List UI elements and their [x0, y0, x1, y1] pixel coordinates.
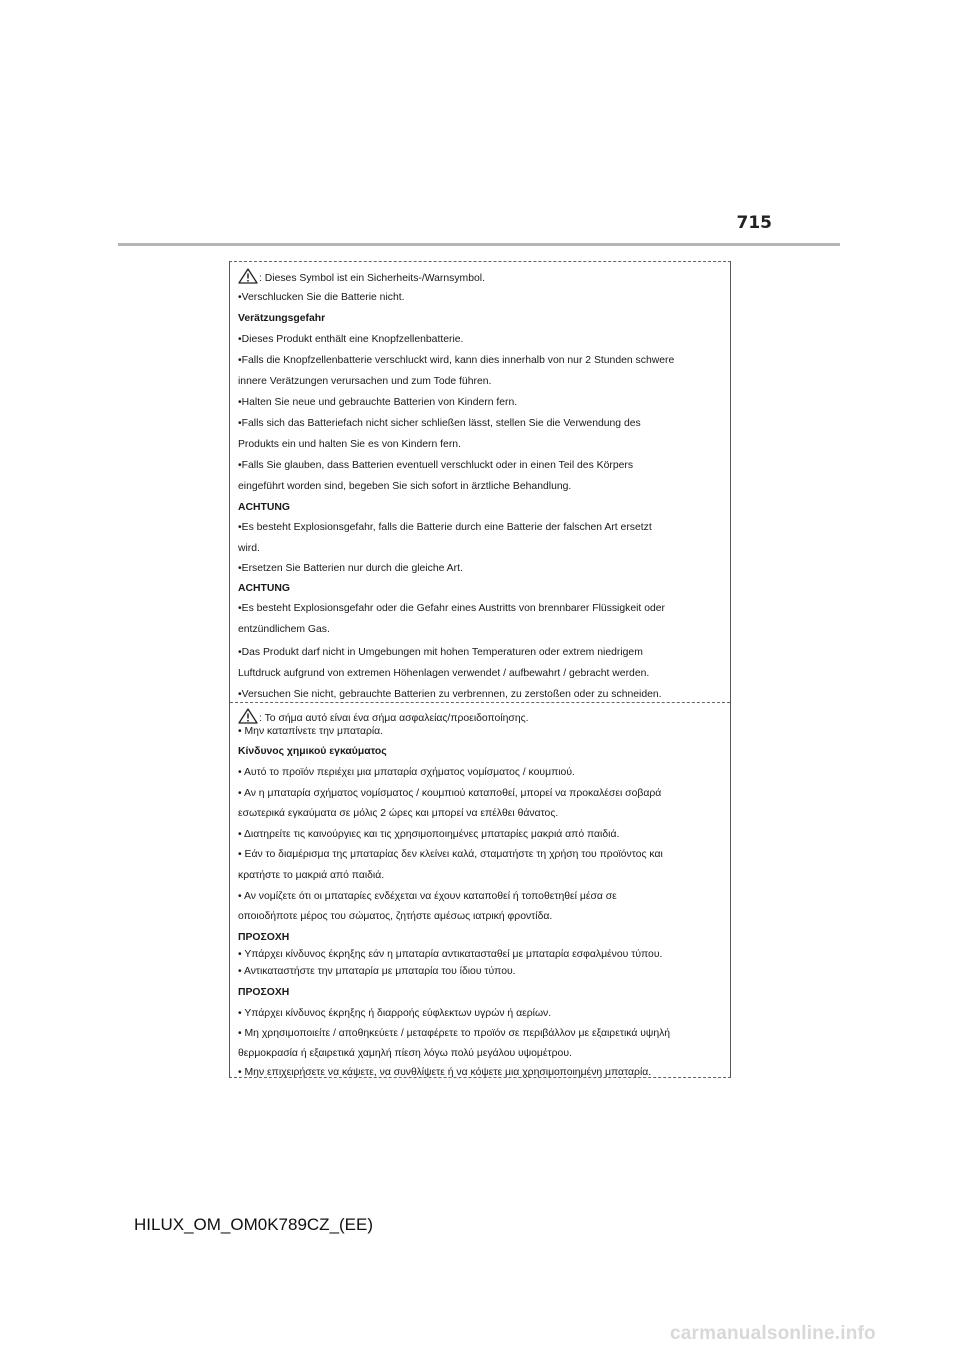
- german-text-line: •Es besteht Explosionsgefahr oder die Gefahr eines Austritts von brennbarer Flüssigkeit oder: [238, 603, 665, 614]
- german-text-line: •Es besteht Explosionsgefahr, falls die Batterie durch eine Batterie der falschen Art ersetzt: [238, 522, 652, 533]
- greek-symbol-text: : Το σήμα αυτό είναι ένα σήμα ασφαλείας/προειδοποίησης.: [259, 713, 529, 724]
- greek-heading: ΠΡΟΣΟΧΗ: [238, 987, 290, 998]
- greek-text-line: • Αυτό το προϊόν περιέχει μια μπαταρία σχήματος νομίσματος / κουμπιού.: [238, 767, 575, 778]
- german-text-line: •Falls sich das Batteriefach nicht sicher schließen lässt, stellen Sie die Verwendung des: [238, 418, 641, 429]
- german-text-line: entzündlichem Gas.: [238, 624, 330, 635]
- german-heading: ACHTUNG: [238, 502, 290, 513]
- german-text-line: •Versuchen Sie nicht, gebrauchte Batterien zu verbrennen, zu zerstoßen oder zu schneiden.: [238, 689, 662, 700]
- greek-text-line: • Μην καταπίνετε την μπαταρία.: [238, 726, 384, 737]
- greek-text-line: κρατήστε το μακριά από παιδιά.: [238, 870, 385, 881]
- german-text-line: Produkts ein und halten Sie es von Kindern fern.: [238, 439, 461, 450]
- german-text-line: wird.: [238, 543, 260, 554]
- greek-text-line: • Αν η μπαταρία σχήματος νομίσματος / κουμπιού καταποθεί, μπορεί να προκαλέσει σοβαρά: [238, 788, 662, 799]
- german-heading: Verätzungsgefahr: [238, 313, 326, 324]
- german-heading: ACHTUNG: [238, 583, 290, 594]
- german-text-line: •Falls die Knopfzellenbatterie verschluckt wird, kann dies innerhalb von nur 2 Stunden schwere: [238, 355, 675, 366]
- greek-text-line: οποιοδήποτε μέρος του σώματος, ζητήστε αμέσως ιατρική φροντίδα.: [238, 911, 553, 922]
- german-text-line: •Halten Sie neue und gebrauchte Batterien von Kindern fern.: [238, 397, 518, 408]
- german-symbol-line: [238, 268, 485, 286]
- german-text-line: •Ersetzen Sie Batterien nur durch die gleiche Art.: [238, 563, 463, 574]
- greek-text-line: • Υπάρχει κίνδυνος έκρηξης εάν η μπαταρία αντικατασταθεί με μπαταρία εσφαλμένου τύπου.: [238, 949, 663, 960]
- greek-text-line: • Εάν το διαμέρισμα της μπαταρίας δεν κλείνει καλά, σταματήστε τη χρήση του προϊόντος και: [238, 849, 663, 860]
- greek-symbol-line: [238, 708, 529, 726]
- greek-text-line: • Αν νομίζετε ότι οι μπαταρίες ενδέχεται να έχουν καταποθεί ή τοποθετηθεί μέσα σε: [238, 891, 617, 902]
- page-number: 715: [736, 213, 772, 233]
- german-text-line: innere Verätzungen verursachen und zum Tode führen.: [238, 376, 492, 387]
- german-warning-section: [230, 262, 730, 702]
- greek-heading: ΠΡΟΣΟΧΗ: [238, 932, 290, 943]
- warning-triangle-icon: [238, 708, 258, 724]
- german-symbol-text: : Dieses Symbol ist ein Sicherheits-/Warnsymbol.: [259, 273, 485, 284]
- german-text-line: •Dieses Produkt enthält eine Knopfzellenbatterie.: [238, 334, 464, 345]
- header-rule: [118, 243, 840, 246]
- footer-manual-code: HILUX_OM_OM0K789CZ_(EE): [134, 1215, 374, 1234]
- warning-triangle-icon: [238, 268, 258, 284]
- greek-text-line: • Μη χρησιμοποιείτε / αποθηκεύετε / μεταφέρετε το προϊόν σε περιβάλλον με εξαιρετικά υψηλή: [238, 1028, 671, 1039]
- german-text-line: •Falls Sie glauben, dass Batterien eventuell verschluckt oder in einen Teil des Körpers: [238, 460, 634, 471]
- greek-text-line: • Αντικαταστήστε την μπαταρία με μπαταρία του ίδιου τύπου.: [238, 966, 516, 977]
- german-text-line: •Verschlucken Sie die Batterie nicht.: [238, 292, 405, 303]
- greek-text-line: θερμοκρασία ή εξαιρετικά χαμηλή πίεση λόγω πολύ μεγάλου υψομέτρου.: [238, 1048, 572, 1059]
- german-text-line: Luftdruck aufgrund von extremen Höhenlagen verwendet / aufbewahrt / gebracht werden.: [238, 668, 650, 679]
- greek-text-line: • Διατηρείτε τις καινούργιες και τις χρησιμοποιημένες μπαταρίες μακριά από παιδιά.: [238, 829, 620, 840]
- greek-heading: Κίνδυνος χημικού εγκαύματος: [238, 746, 387, 757]
- german-text-line: eingeführt worden sind, begeben Sie sich sofort in ärztliche Behandlung.: [238, 481, 572, 492]
- greek-text-line: • Υπάρχει κίνδυνος έκρηξης ή διαρροής εύφλεκτων υγρών ή αερίων.: [238, 1008, 552, 1019]
- greek-text-line: • Μην επιχειρήσετε να κάψετε, να συνθλίψετε ή να κόψετε μια χρησιμοποιημένη μπαταρία.: [238, 1067, 652, 1078]
- greek-warning-section: [230, 702, 730, 1077]
- greek-text-line: εσωτερικά εγκαύματα σε μόλις 2 ώρες και μπορεί να επέλθει θάνατος.: [238, 808, 559, 819]
- battery-warning-notice: [229, 261, 731, 1078]
- german-text-line: •Das Produkt darf nicht in Umgebungen mit hohen Temperaturen oder extrem niedrigem: [238, 647, 643, 658]
- watermark: carmanualsonline.info: [670, 1323, 876, 1344]
